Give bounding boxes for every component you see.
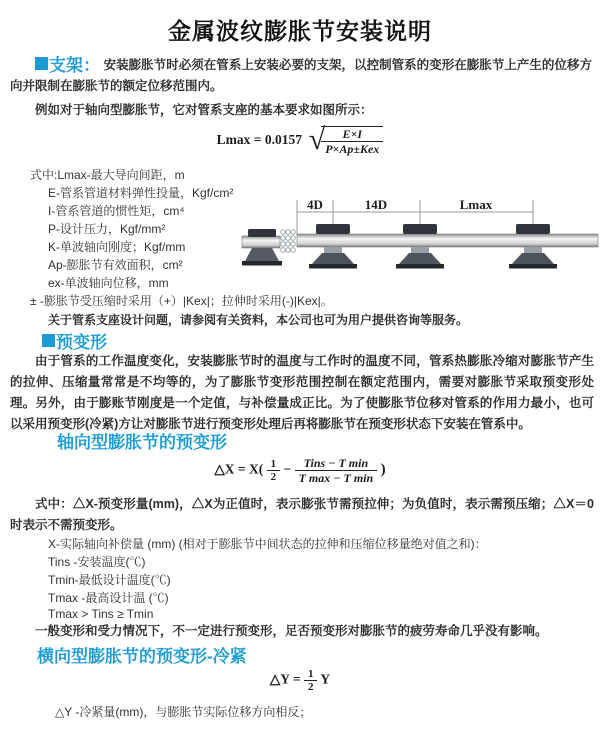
lateral-half-numerator: 1 (304, 668, 318, 681)
axial-formula-minus: − (283, 461, 292, 477)
definition-line: 关于管系支座设计问题，请参阅有关资料，本公司也可为用户提供咨询等服务。 (48, 313, 469, 327)
lateral-note-line: △Y -冷紧量(mm)，与膨胀节实际位移方向相反； (55, 705, 312, 719)
definition-line: E-管系管道材料弹性投量，Kgf/cm² (48, 186, 234, 200)
half-denominator: 2 (270, 471, 277, 483)
dimension-label-4d: 4D (307, 197, 323, 212)
definition-line: ± -膨胀节受压缩时采用（+）|Kex|；拉伸时采用(-)|Kex|。 (30, 294, 333, 308)
definition-line: P-设计压力，Kgf/mm² (48, 222, 166, 236)
lateral-heading: 横向型膨胀节的预变形-冷紧 (37, 647, 247, 666)
page-title: 金属波纹膨胀节安装说明 (168, 18, 432, 44)
lmax-formula-numerator: E×I (321, 127, 383, 142)
sqrt-radical-icon: √ (308, 123, 326, 156)
lateral-formula (0, 668, 600, 693)
definition-line: 式中:Lmax-最大导向间距，m (30, 168, 185, 182)
predeform-heading-label: 预变形 (56, 333, 107, 352)
section-bullet-icon (35, 57, 48, 70)
temp-numerator: Tins − T min (295, 456, 378, 471)
support-intro-text: 安装膨胀节时必须在管系上安装必要的支架，以控制管系的变形在膨胀节上产生的位移方向并限制在膨胀节的额定位移范围内。 (10, 58, 592, 93)
axial-definition-line: Tins -安装温度(℃) (48, 555, 146, 569)
axial-definition-line: Tmin-最低设计温度(℃) (48, 573, 171, 587)
axial-formula-half-fraction (267, 458, 281, 483)
axial-formula-lhs: △X = X( (214, 461, 264, 477)
main-pipe (297, 234, 598, 247)
axial-definition-line: Tmax -最高设计温 (℃) (48, 591, 169, 605)
half-numerator: 1 (267, 458, 281, 471)
axial-heading: 轴向型膨胀节的预变形 (57, 433, 227, 452)
section-bullet-icon (42, 334, 55, 347)
lmax-formula-fraction (321, 126, 383, 156)
axial-formula-rhs: ) (380, 461, 386, 478)
support-example-paragraph: 例如对于轴向型膨胀节，它对管系支座的基本要求如图所示： (35, 103, 373, 117)
lateral-formula-rhs: Y (320, 671, 331, 687)
section-support-heading: 支架： (49, 56, 101, 75)
axial-definition-line: X-实际轴向补偿量 (mm) (相对于膨胀节中间状态的拉伸和压缩位移量绝对值之和)： (48, 537, 487, 551)
bellows-icon (281, 230, 296, 253)
pipe-stub (242, 236, 280, 248)
definition-line: I-管系管道的惯性矩，cm⁴ (48, 204, 185, 218)
axial-formula-temp-fraction (295, 456, 378, 485)
definition-line: Ap-膨胀节有效面积，cm² (48, 258, 183, 272)
dimension-label-14d: 14D (364, 197, 388, 212)
support-diagram (240, 192, 600, 287)
support-intro-paragraph (10, 55, 592, 97)
axial-formula (0, 456, 600, 485)
axial-footnote-paragraph: 一般变形和受力情况下，不一定进行预变形，足否预变形对膨胀节的疲劳寿命几乎没有影响。 (35, 624, 548, 638)
lateral-half-denominator: 2 (307, 681, 314, 693)
lateral-formula-lhs: △Y = (269, 671, 301, 687)
lateral-formula-half-fraction (304, 668, 318, 693)
definition-line: ex-单波轴向位移，mm (48, 276, 169, 290)
lmax-formula-denominator: P×Ap±Kex (325, 142, 380, 156)
lmax-formula-lhs: Lmax = 0.0157 (216, 132, 302, 148)
temp-denominator: T max − T min (298, 471, 374, 485)
axial-note-paragraph: 式中：△X-预变形量(mm)，△X为正值时，表示膨张节需预拉伸；为负值时，表示需预压缩；△X＝0时表示不需预变形。 (10, 497, 594, 532)
predeform-paragraph: 由于管系的工作温度变化，安装膨胀节时的温度与工作时的温度不同，管系热膨胀冷缩对膨胀节产生的拉伸、压缩量常常是不均等的，为了膨胀节变形范围控制在额定范围内，需要对膨胀节采取预变形处理。另外，由于膨账节刚度是一个定值，与补偿量成正比。为了使膨胀节位移对管系的作用力最小，也可以采用预变形(冷紧)方让对膨胀节进行预变形处理后再将膨胀节在预变形状态下安装在管系中。 (10, 354, 594, 431)
section-predeform-heading (42, 328, 107, 353)
definition-line: K-单波轴向刚度；Kgf/mm (48, 240, 186, 254)
dimension-label-lmax: Lmax (459, 197, 493, 212)
lmax-formula (0, 123, 600, 156)
axial-definition-line: Tmax > Tins ≥ Tmin (48, 607, 154, 621)
